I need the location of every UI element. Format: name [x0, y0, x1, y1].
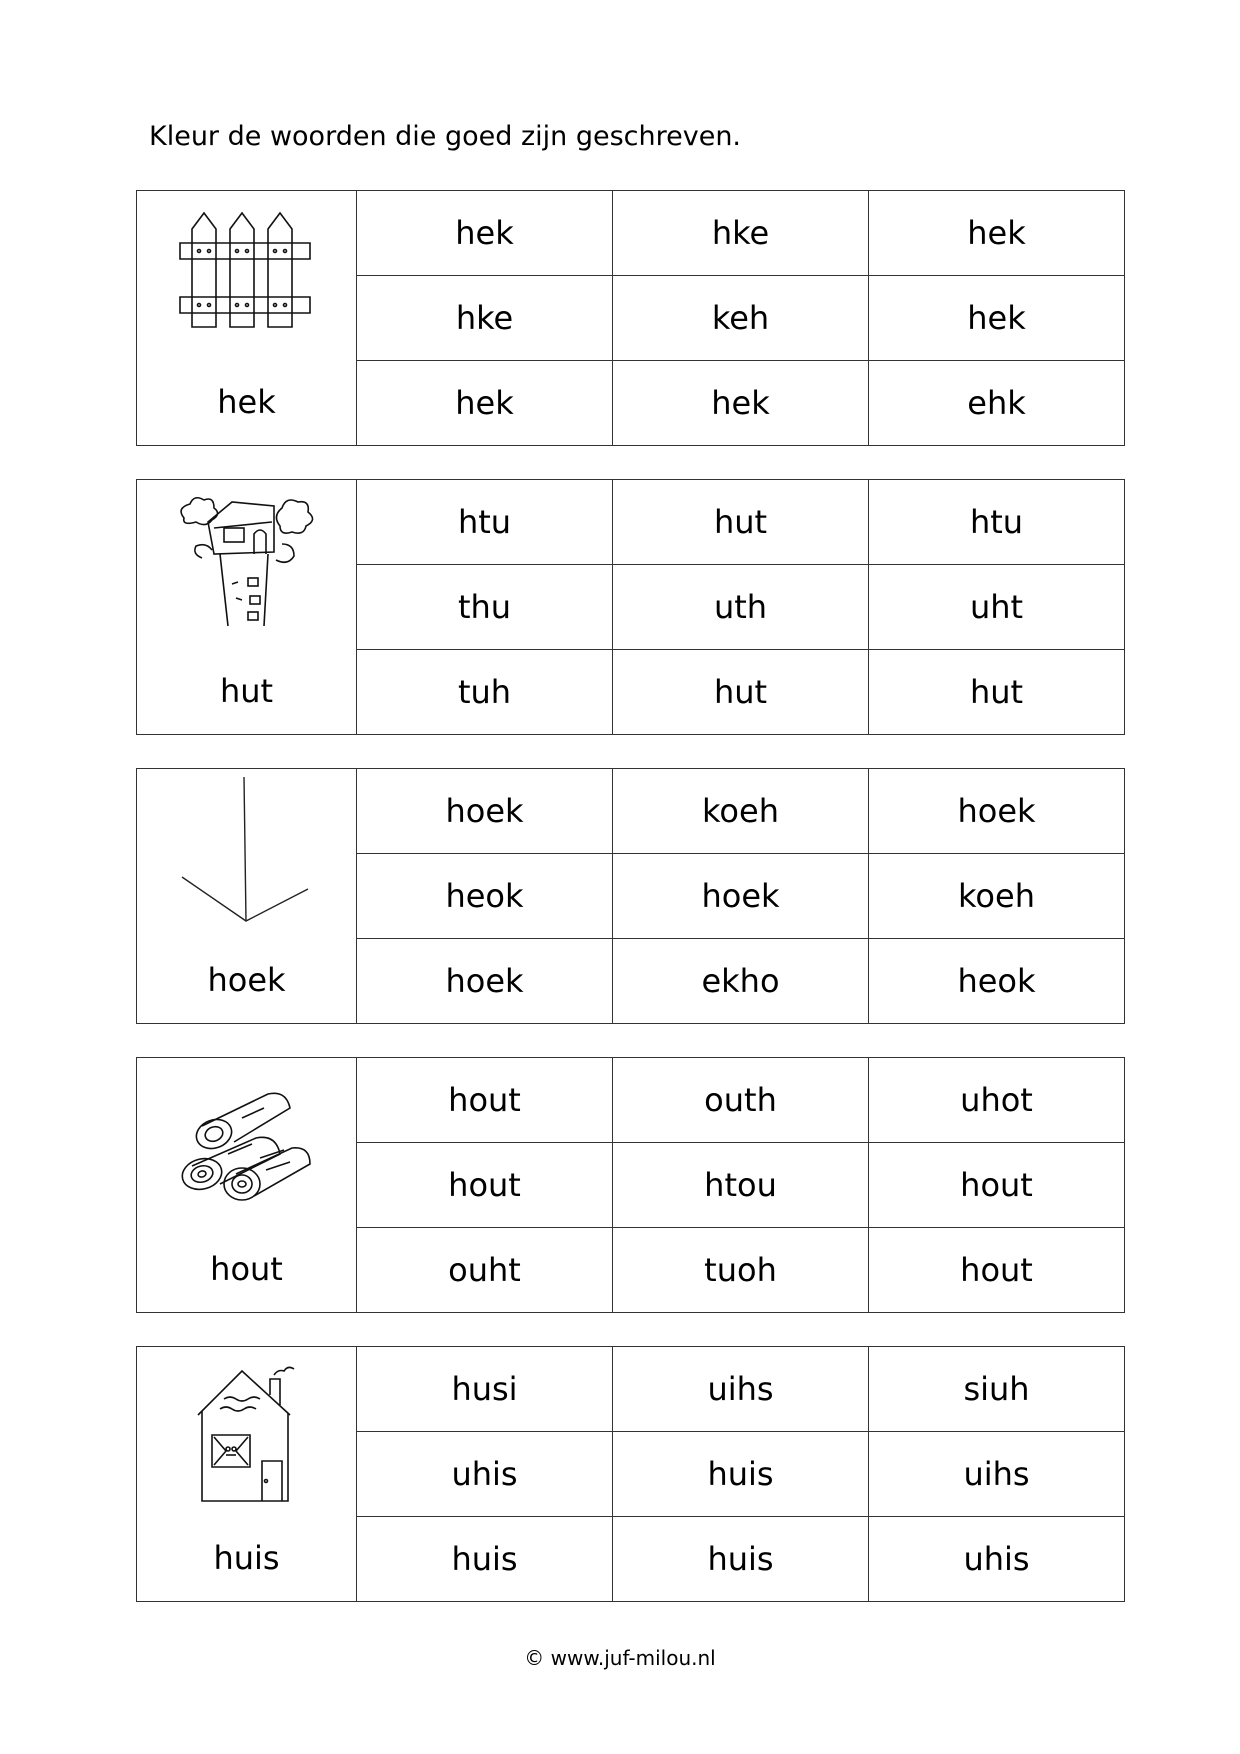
- picture-cell: [137, 480, 357, 735]
- picture-cell: [137, 1347, 357, 1602]
- word-option[interactable]: uihs: [613, 1347, 869, 1432]
- word-option[interactable]: uth: [613, 565, 869, 650]
- picture-cell: [137, 191, 357, 446]
- word-option[interactable]: hout: [869, 1143, 1125, 1228]
- word-grid: [136, 1346, 1125, 1602]
- word-option[interactable]: koeh: [613, 769, 869, 854]
- word-option[interactable]: uht: [869, 565, 1125, 650]
- word-option[interactable]: hoek: [357, 769, 613, 854]
- word-option[interactable]: koeh: [869, 854, 1125, 939]
- word-option[interactable]: hut: [613, 650, 869, 735]
- picture-cell: [137, 1058, 357, 1313]
- word-option[interactable]: hek: [613, 361, 869, 446]
- instruction-text: Kleur de woorden die goed zijn geschreven.: [149, 121, 742, 152]
- word-option[interactable]: uihs: [869, 1432, 1125, 1517]
- target-word: hut: [219, 672, 274, 710]
- word-option[interactable]: ehk: [869, 361, 1125, 446]
- word-option[interactable]: keh: [613, 276, 869, 361]
- copyright-footer: © www.juf-milou.nl: [524, 1646, 716, 1670]
- word-group-hout: [136, 1057, 1123, 1312]
- word-group-hut: [136, 479, 1123, 734]
- target-word: huis: [213, 1539, 280, 1577]
- word-option[interactable]: ekho: [613, 939, 869, 1024]
- word-option[interactable]: hke: [613, 191, 869, 276]
- word-grid: [136, 768, 1125, 1024]
- word-option[interactable]: hut: [869, 650, 1125, 735]
- treehouse-icon: [172, 488, 322, 628]
- word-option[interactable]: uhis: [357, 1432, 613, 1517]
- word-option[interactable]: huis: [613, 1517, 869, 1602]
- word-option[interactable]: hoek: [357, 939, 613, 1024]
- picture-cell: [137, 769, 357, 1024]
- word-option[interactable]: huis: [357, 1517, 613, 1602]
- word-grid: [136, 1057, 1125, 1313]
- word-option[interactable]: hek: [357, 361, 613, 446]
- word-option[interactable]: ouht: [357, 1228, 613, 1313]
- logs-icon: [172, 1066, 322, 1206]
- word-option[interactable]: hek: [869, 276, 1125, 361]
- word-option[interactable]: htu: [357, 480, 613, 565]
- word-grid: [136, 190, 1125, 446]
- word-group-hoek: [136, 768, 1123, 1023]
- target-word: hek: [217, 383, 276, 421]
- fence-icon: [172, 199, 322, 339]
- word-option[interactable]: hout: [357, 1058, 613, 1143]
- word-option[interactable]: tuh: [357, 650, 613, 735]
- word-option[interactable]: hek: [869, 191, 1125, 276]
- word-option[interactable]: heok: [869, 939, 1125, 1024]
- word-option[interactable]: hout: [869, 1228, 1125, 1313]
- word-option[interactable]: outh: [613, 1058, 869, 1143]
- word-option[interactable]: hke: [357, 276, 613, 361]
- word-option[interactable]: hout: [357, 1143, 613, 1228]
- word-option[interactable]: thu: [357, 565, 613, 650]
- house-icon: [172, 1355, 322, 1505]
- target-word: hoek: [207, 961, 286, 999]
- word-option[interactable]: heok: [357, 854, 613, 939]
- word-option[interactable]: siuh: [869, 1347, 1125, 1432]
- word-option[interactable]: hut: [613, 480, 869, 565]
- word-option[interactable]: htou: [613, 1143, 869, 1228]
- word-option[interactable]: husi: [357, 1347, 613, 1432]
- word-grid: [136, 479, 1125, 735]
- word-option[interactable]: huis: [613, 1432, 869, 1517]
- word-option[interactable]: hek: [357, 191, 613, 276]
- word-option[interactable]: tuoh: [613, 1228, 869, 1313]
- word-option[interactable]: htu: [869, 480, 1125, 565]
- word-group-huis: [136, 1346, 1123, 1601]
- word-option[interactable]: uhot: [869, 1058, 1125, 1143]
- word-option[interactable]: hoek: [613, 854, 869, 939]
- target-word: hout: [210, 1250, 283, 1288]
- word-group-hek: [136, 190, 1123, 445]
- corner-icon: [172, 777, 322, 927]
- word-option[interactable]: hoek: [869, 769, 1125, 854]
- word-option[interactable]: uhis: [869, 1517, 1125, 1602]
